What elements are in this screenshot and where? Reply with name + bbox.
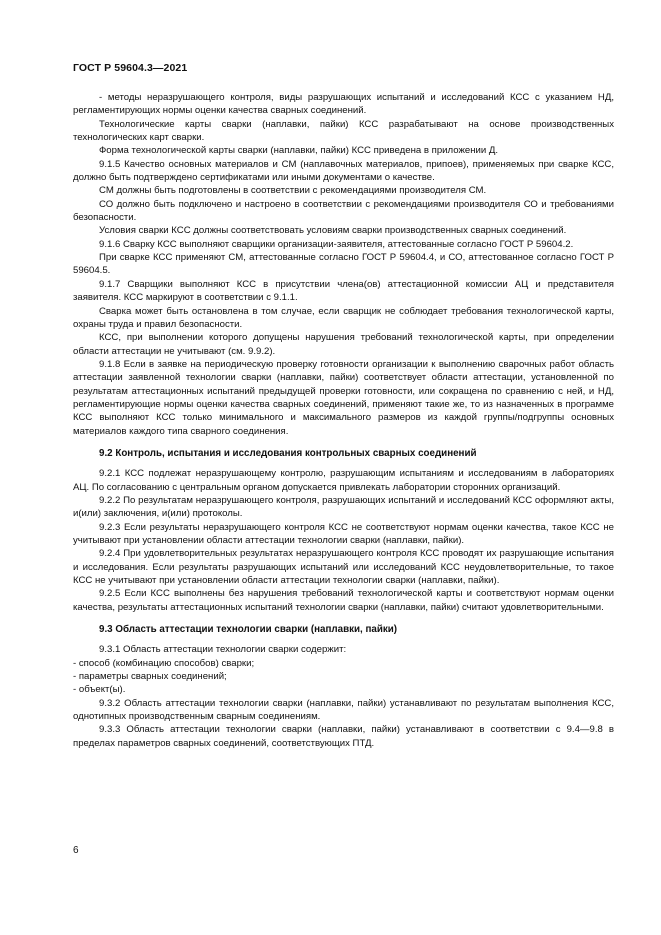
list-item: - объект(ы). bbox=[73, 684, 126, 696]
list-item: - параметры сварных соединений; bbox=[73, 671, 227, 683]
paragraph: 9.2.2 По результатам неразрушающего контроля, разрушающих испытаний и исследований КСС оформляют акты, и(или) заключения, и(или) протоколы. bbox=[73, 494, 614, 520]
paragraph: - методы неразрушающего контроля, виды разрушающих испытаний и исследований КСС с указанием НД, регламентирующих нормы оценки качества сварных соединений. bbox=[73, 92, 614, 117]
paragraph: 9.1.8 Если в заявке на периодическую проверку готовности организации к выполнению сварочных работ область аттестации заявленной технологии сварки (наплавки, пайки) соответствует области аттестации, установленной по результатам аттестационных испытаний предыдущей проверки готовности, или сокращена по сравнению с ней, и НД, регламентирующие нормы оценки качества сварных соединений, применяют такие же, то из назначенных в программе КСС выполняют КСС только минимального и максимального размеров из каждой группы/подгруппы основных материалов каждого типа сварного соединения. bbox=[73, 358, 614, 437]
paragraph: 9.1.5 Качество основных материалов и СМ (наплавочных материалов, припоев), применяемых при сварке КСС, должно быть подтверждено сертификатами или иными документами о качестве. bbox=[73, 158, 614, 184]
paragraph: Форма технологической карты сварки (наплавки, пайки) КСС приведена в приложении Д. bbox=[99, 145, 499, 157]
paragraph: 9.2.1 КСС подлежат неразрушающему контролю, разрушающим испытаниям и исследованиям в лабораториях АЦ. По согласованию с центральным органом допускается привлекать лаборатории сторонних организаций. bbox=[73, 468, 614, 493]
paragraph: 9.3.3 Область аттестации технологии сварки (наплавки, пайки) устанавливают в соответствии с 9.4—9.8 в пределах параметров сварных соединений, соответствующих ПТД. bbox=[73, 724, 614, 749]
paragraph: 9.3.2 Область аттестации технологии сварки (наплавки, пайки) устанавливают по результатам выполнения КСС, однотипных производственным сварным соединениям. bbox=[73, 697, 614, 723]
section-heading-9-2: 9.2 Контроль, испытания и исследования контрольных сварных соединений bbox=[99, 447, 477, 459]
paragraph: 9.3.1 Область аттестации технологии сварки содержит: bbox=[99, 644, 347, 656]
paragraph: 9.1.6 Сварку КСС выполняют сварщики организации-заявителя, аттестованные согласно ГОСТ Р 59604.2. bbox=[99, 238, 574, 250]
paragraph: СО должно быть подключено и настроено в соответствии с рекомендациями производителя СО и требованиями безопасности. bbox=[73, 198, 614, 224]
section-heading-9-3: 9.3 Область аттестации технологии сварки (наплавки, пайки) bbox=[99, 624, 398, 636]
page-number: 6 bbox=[73, 845, 79, 856]
paragraph: 9.2.5 Если КСС выполнены без нарушения требований технологической карты и соответствуют нормам оценки качества, результаты аттестационных испытаний технологии сварки (наплавки, пайки) считают удовлетворительными. bbox=[73, 588, 614, 613]
document-header: ГОСТ Р 59604.3—2021 bbox=[73, 62, 188, 74]
paragraph: 9.2.3 Если результаты неразрушающего контроля КСС не соответствуют нормам оценки качества, такое КСС не учитывают при установлении области аттестации технологии сварки (наплавки, пайки). bbox=[73, 521, 614, 546]
paragraph: Сварка может быть остановлена в том случае, если сварщик не соблюдает требования технологической карты, охраны труда и правил безопасности. bbox=[73, 305, 614, 330]
list-item: - способ (комбинацию способов) сварки; bbox=[73, 657, 255, 669]
page-body bbox=[73, 91, 614, 750]
paragraph: 9.1.7 Сварщики выполняют КСС в присутствии члена(ов) аттестационной комиссии АЦ и представителя заявителя. КСС маркируют в соответствии с 9.1.1. bbox=[73, 278, 614, 304]
paragraph: Условия сварки КСС должны соответствовать условиям сварки производственных сварных соединений. bbox=[99, 225, 567, 237]
paragraph: При сварке КСС применяют СМ, аттестованные согласно ГОСТ Р 59604.4, и СО, аттестованное согласно ГОСТ Р 59604.5. bbox=[73, 252, 614, 277]
paragraph: 9.2.4 При удовлетворительных результатах неразрушающего контроля КСС проводят их разрушающие испытания и исследования. Если результаты разрушающих испытаний или исследований КСС неудовлетворительные, то такое КСС не учитывают при установлении области аттестации технологии сварки (наплавки, пайки). bbox=[73, 548, 614, 587]
paragraph: КСС, при выполнении которого допущены нарушения требований технологической карты, при определении области аттестации не учитывают (см. 9.9.2). bbox=[73, 332, 614, 357]
paragraph: СМ должны быть подготовлены в соответствии с рекомендациями производителя СМ. bbox=[99, 185, 487, 197]
paragraph: Технологические карты сварки (наплавки, пайки) КСС разрабатывают на основе производственных технологических карт сварки. bbox=[73, 118, 614, 144]
